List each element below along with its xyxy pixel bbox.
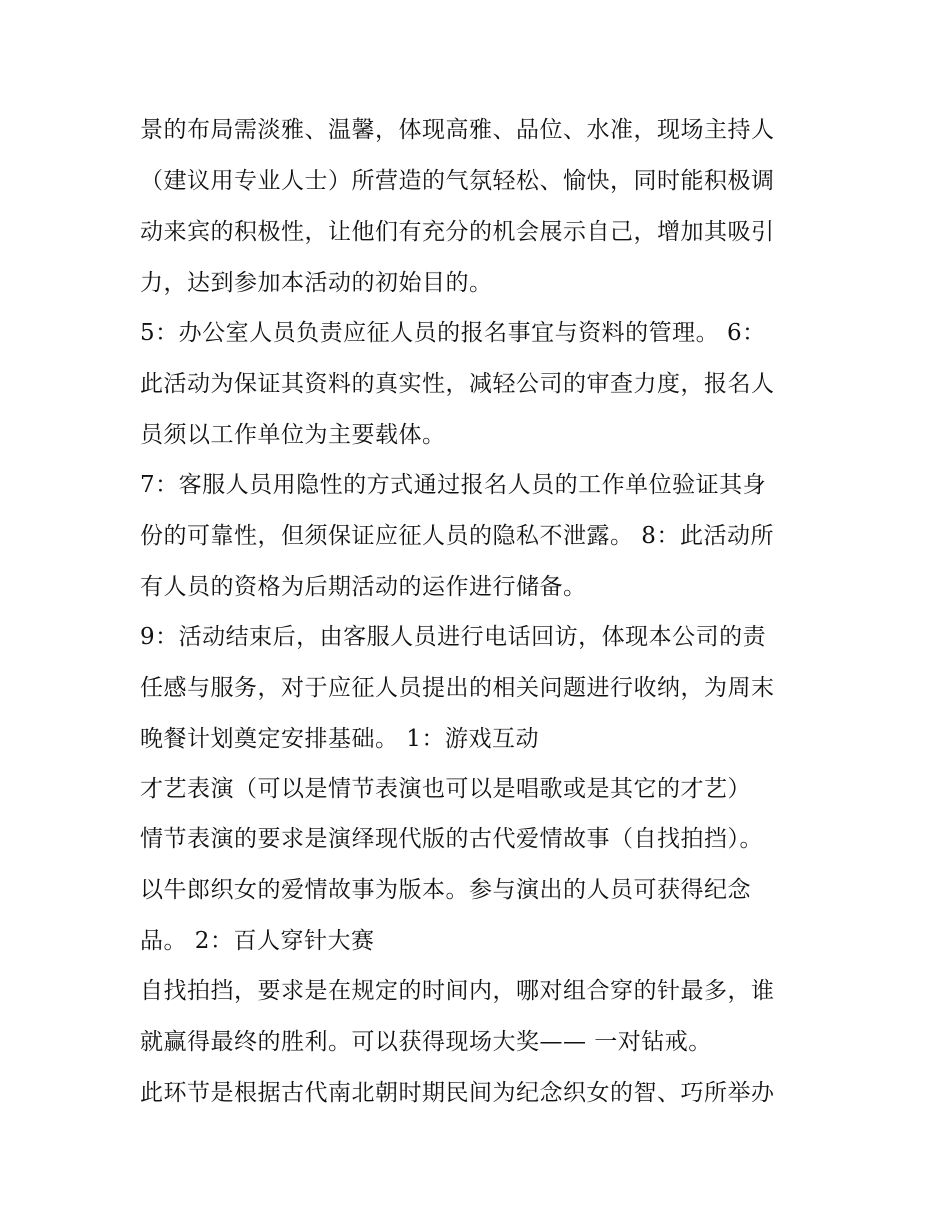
text-line: 就赢得最终的胜利。可以获得现场大奖—— 一对钻戒。 <box>140 1029 712 1055</box>
text-line: 品。 2：百人穿针大赛 <box>140 928 375 954</box>
text-line: 景的布局需淡雅、温馨，体现高雅、品位、水准，现场主持人 <box>140 117 775 143</box>
text-line: 力，达到参加本活动的初始目的。 <box>140 270 493 296</box>
text-line: 晚餐计划奠定安排基础。 1：游戏互动 <box>140 726 539 752</box>
text-line: 此环节是根据古代南北朝时期民间为纪念织女的智、巧所举办 <box>140 1080 775 1106</box>
text-line: 任感与服务，对于应征人员提出的相关问题进行收纳，为周末 <box>140 675 775 701</box>
text-line: 5：办公室人员负责应征人员的报名事宜与资料的管理。 6： <box>140 320 766 346</box>
text-line: 份的可靠性，但须保证应征人员的隐私不泄露。 8：此活动所 <box>140 523 774 549</box>
text-line: 情节表演的要求是演绎现代版的古代爱情故事（自找拍挡）。 <box>140 826 763 852</box>
text-line: 9：活动结束后，由客服人员进行电话回访，体现本公司的责 <box>140 624 767 650</box>
text-line: 有人员的资格为后期活动的运作进行储备。 <box>140 574 587 600</box>
text-line: 动来宾的积极性，让他们有充分的机会展示自己，增加其吸引 <box>140 219 775 245</box>
text-line: 自找拍挡，要求是在规定的时间内，哪对组合穿的针最多，谁 <box>140 978 775 1004</box>
text-line: 才艺表演（可以是情节表演也可以是唱歌或是其它的才艺） <box>140 776 751 802</box>
text-line: 员须以工作单位为主要载体。 <box>140 422 446 448</box>
text-line: 7：客服人员用隐性的方式通过报名人员的工作单位验证其身 <box>140 472 767 498</box>
text-line: 此活动为保证其资料的真实性，减轻公司的审查力度，报名人 <box>140 371 775 397</box>
document-body <box>140 113 820 1127</box>
text-line: 以牛郎织女的爱情故事为版本。参与演出的人员可获得纪念 <box>140 877 751 903</box>
text-line: （建议用专业人士）所营造的气氛轻松、愉快，同时能积极调 <box>140 168 775 194</box>
